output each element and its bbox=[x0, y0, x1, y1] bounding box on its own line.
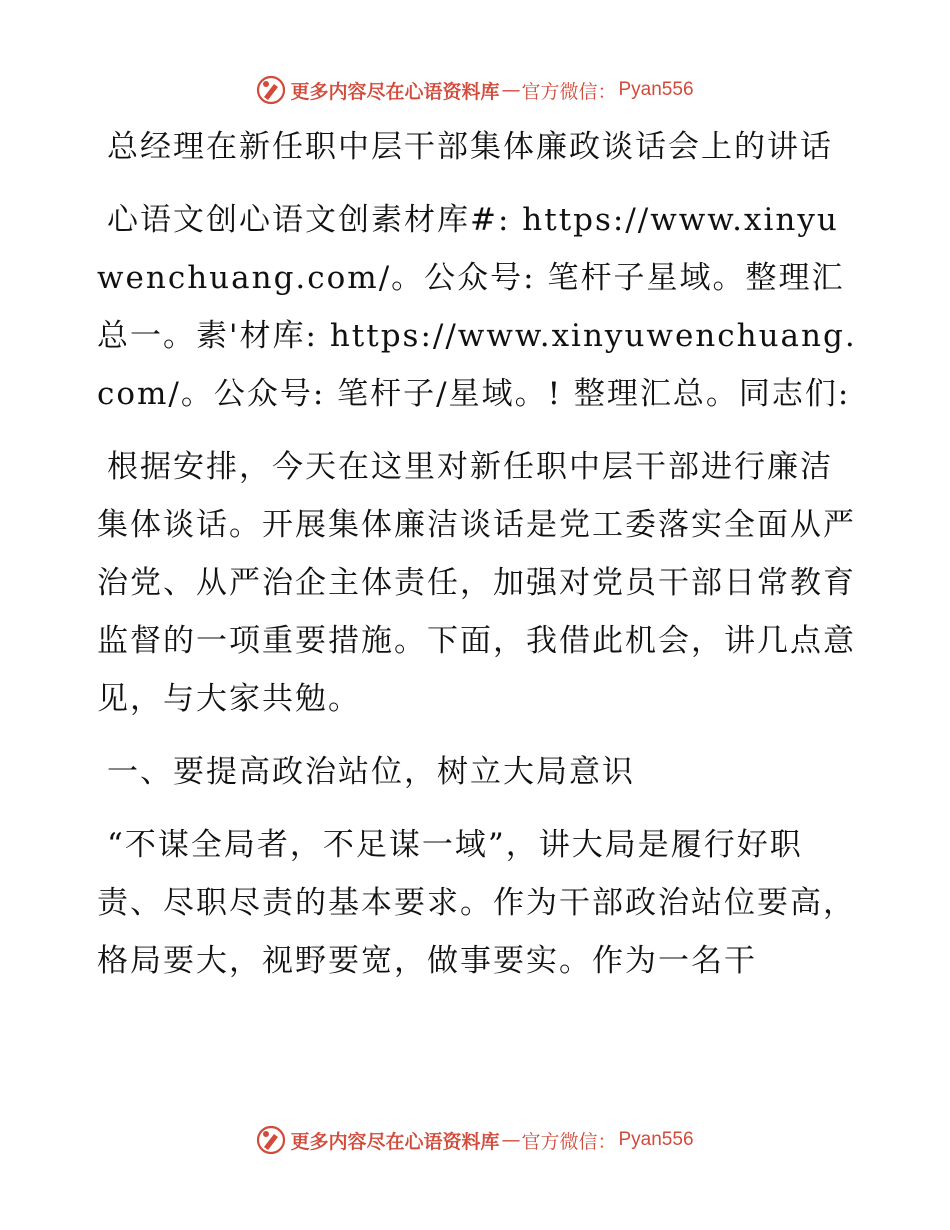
banner-wechat-id: Pyan556 bbox=[618, 1129, 694, 1150]
section-body-paragraph: “不谋全局者，不足谋一域”，讲大局是履行好职责、尽职尽责的基本要求。作为干部政治站位要高，格局要大，视野要宽，做事要实。作为一名干 bbox=[97, 827, 856, 979]
banner-official-label: 官方微信： bbox=[521, 1130, 617, 1153]
intro-paragraph: 根据安排，今天在这里对新任职中层干部进行廉洁集体谈话。开展集体廉洁谈话是党工委落实全面从严治党、从严治企主体责任，加强对党员干部日常教育监督的一项重要措施。下面，我借此机会，讲几点意见，与大家共勉。 bbox=[97, 449, 856, 717]
section-heading: 一、要提高政治站位，树立大局意识 bbox=[107, 754, 635, 790]
document-body bbox=[97, 118, 857, 1005]
banner-promo-text: 更多内容尽在心语资料库 bbox=[290, 80, 500, 103]
pen-nib-logo-icon bbox=[256, 1125, 286, 1155]
banner-promo-text: 更多内容尽在心语资料库 bbox=[290, 1130, 500, 1153]
banner-official-label: 官方微信： bbox=[521, 80, 617, 103]
top-watermark-banner bbox=[0, 70, 950, 110]
banner-wechat-id: Pyan556 bbox=[618, 79, 694, 100]
source-paragraph: 心语文创心语文创素材库#: https://www.xinyuwenchuang.com/。公众号: 笔杆子星域。整理汇总一。素'材库: https://www.xinyuwenchuang.com/。公众号: 笔杆子/星域。! 整理汇总。同志们: bbox=[97, 202, 857, 412]
document-title: 总经理在新任职中层干部集体廉政谈话会上的讲话 bbox=[107, 129, 833, 165]
banner-dash: — bbox=[501, 79, 520, 101]
bottom-watermark-banner bbox=[0, 1120, 950, 1160]
pen-nib-logo-icon bbox=[256, 75, 286, 105]
banner-dash: — bbox=[501, 1129, 520, 1151]
